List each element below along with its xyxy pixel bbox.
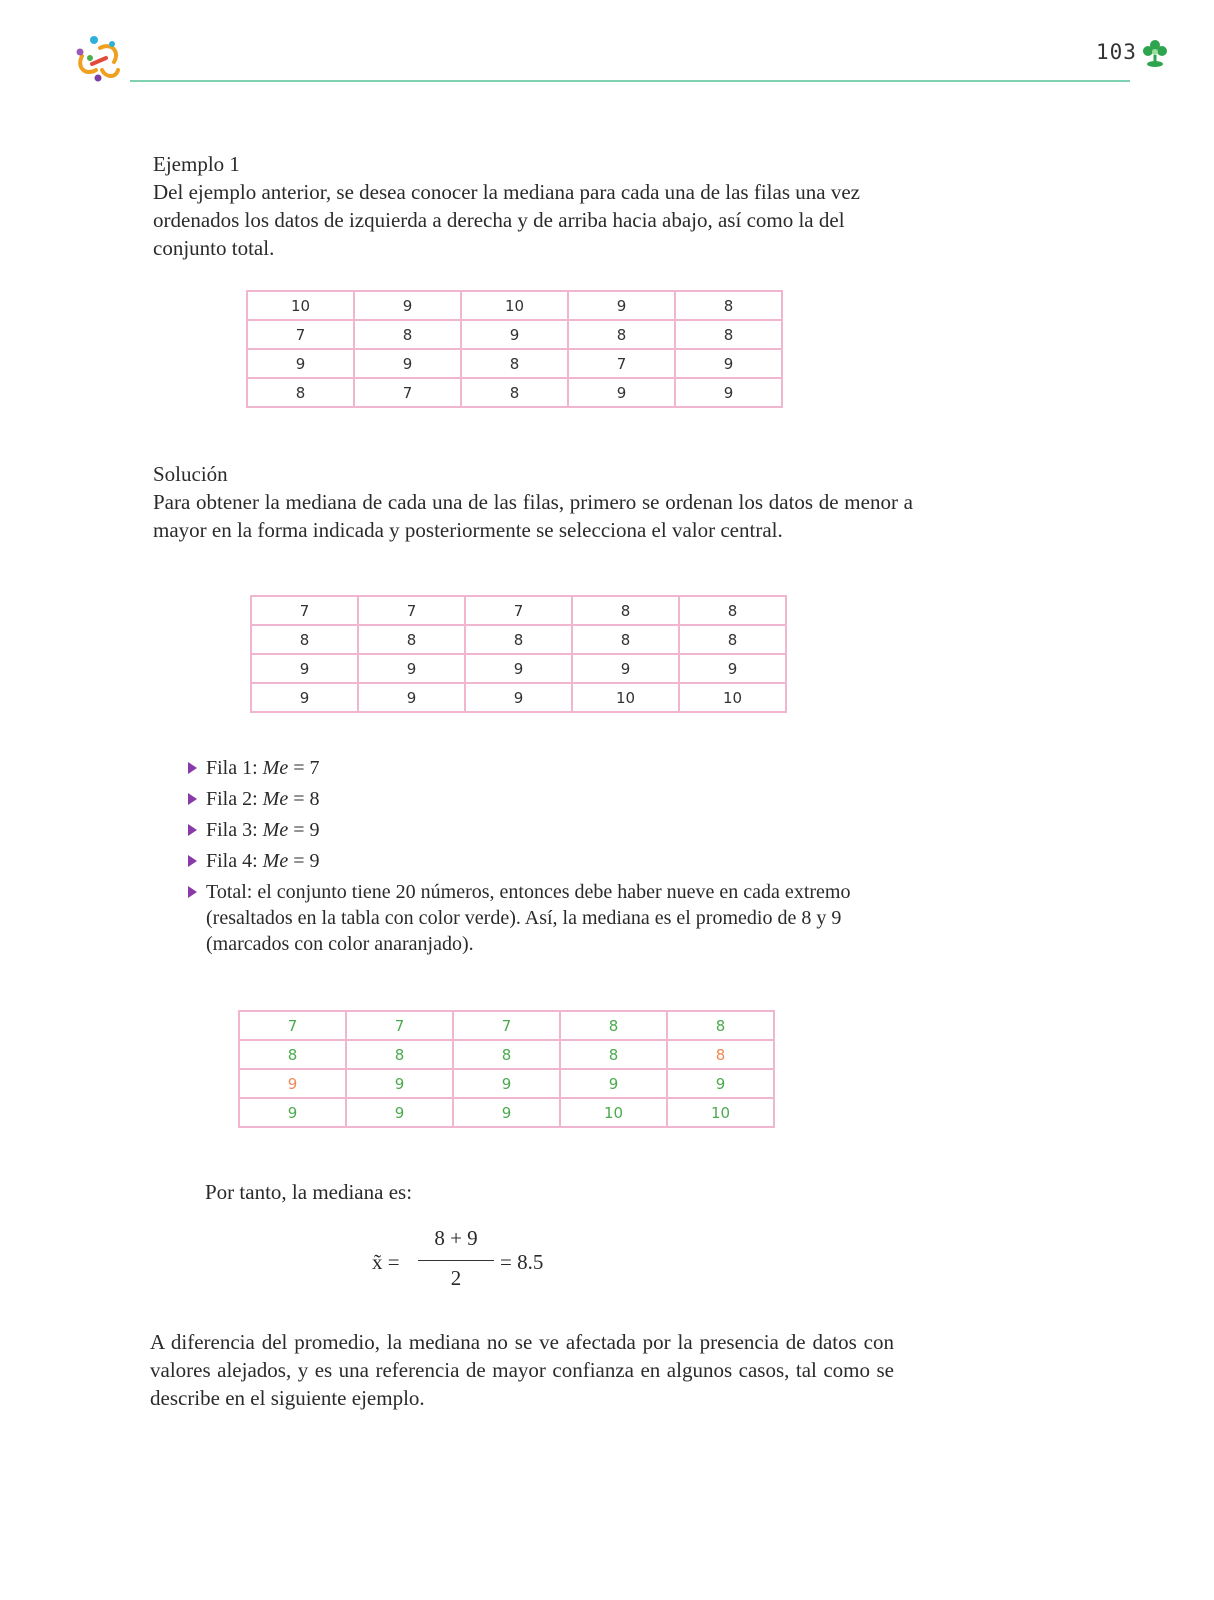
solution-title: Solución [153, 462, 228, 486]
closing-paragraph: A diferencia del promedio, la mediana no se ve afectada por la presencia de datos con valores alejados, y es una referencia de mayor confianza en algunos casos, tal como se describe en el siguiente ejemplo. [150, 1330, 894, 1410]
table-row [251, 596, 786, 625]
table-cell: 9 [568, 378, 675, 407]
fraction-bar [418, 1260, 494, 1261]
example-text: Del ejemplo anterior, se desea conocer la mediana para cada una de las filas una vez ordenados los datos de izquierda a derecha y de arriba hacia abajo, así como la del conjunto total. [153, 180, 860, 260]
median-list [188, 755, 888, 957]
bullet-arrow-icon [188, 762, 197, 774]
table-cell: 8 [572, 625, 679, 654]
table-cell: 10 [572, 683, 679, 712]
table-cell: 9 [346, 1098, 453, 1127]
table-cell: 8 [560, 1011, 667, 1040]
table-cell: 8 [667, 1040, 774, 1069]
table-cell: 8 [465, 625, 572, 654]
example-section [153, 150, 913, 262]
table-cell: 8 [461, 349, 568, 378]
table-cell: 9 [239, 1069, 346, 1098]
table-cell: 10 [247, 291, 354, 320]
list-item-fila-2: Fila 2: Me = 8 [188, 786, 888, 812]
table-cell: 8 [247, 378, 354, 407]
table-cell: 8 [560, 1040, 667, 1069]
table-cell: 8 [358, 625, 465, 654]
table-cell: 8 [675, 291, 782, 320]
table-cell: 10 [560, 1098, 667, 1127]
table-cell: 8 [346, 1040, 453, 1069]
table-cell: 8 [354, 320, 461, 349]
table-cell: 8 [239, 1040, 346, 1069]
formula-rhs: = 8.5 [500, 1250, 544, 1274]
table-cell: 8 [667, 1011, 774, 1040]
list-item-total: Total: el conjunto tiene 20 números, entonces debe haber nueve en cada extremo (resaltados en la tabla con color verde). Así, la mediana es el promedio de 8 y 9 (marcados con color anaranjado). [188, 879, 888, 957]
table-cell: 8 [679, 625, 786, 654]
table-cell: 7 [465, 596, 572, 625]
table-cell: 9 [568, 291, 675, 320]
table-cell: 9 [346, 1069, 453, 1098]
table-cell: 9 [675, 349, 782, 378]
table-cell: 8 [251, 625, 358, 654]
conclusion-intro: Por tanto, la mediana es: [205, 1180, 413, 1204]
table-cell: 10 [461, 291, 568, 320]
logo-icon [72, 34, 124, 84]
table-row [247, 320, 782, 349]
table-cell: 9 [354, 349, 461, 378]
table-cell: 8 [453, 1040, 560, 1069]
table-row [239, 1040, 774, 1069]
flower-icon [1142, 38, 1168, 68]
table-row [251, 625, 786, 654]
table-cell: 9 [358, 683, 465, 712]
table-cell: 9 [461, 320, 568, 349]
table-cell: 9 [679, 654, 786, 683]
table-cell: 10 [679, 683, 786, 712]
table-row [247, 349, 782, 378]
example-title: Ejemplo 1 [153, 152, 240, 176]
table-cell: 9 [239, 1098, 346, 1127]
table-cell: 7 [354, 378, 461, 407]
table-cell: 7 [247, 320, 354, 349]
table-row [239, 1011, 774, 1040]
table-cell: 9 [572, 654, 679, 683]
formula-denominator: 2 [450, 1266, 462, 1290]
table-cell: 9 [465, 654, 572, 683]
table-cell: 9 [251, 654, 358, 683]
page-number: 103 [1096, 40, 1137, 64]
table-cell: 7 [453, 1011, 560, 1040]
table-cell: 8 [461, 378, 568, 407]
table-cell: 7 [239, 1011, 346, 1040]
bullet-arrow-icon [188, 824, 197, 836]
table-row [251, 654, 786, 683]
table-cell: 9 [453, 1098, 560, 1127]
header-rule [130, 80, 1130, 82]
bullet-arrow-icon [188, 886, 197, 898]
table-cell: 8 [679, 596, 786, 625]
table-cell: 7 [568, 349, 675, 378]
list-item-fila-3: Fila 3: Me = 9 [188, 817, 888, 843]
table-cell: 7 [358, 596, 465, 625]
formula-lhs: x̃ = [372, 1250, 400, 1274]
data-table-highlighted [238, 1010, 775, 1128]
table-cell: 8 [568, 320, 675, 349]
bullet-arrow-icon [188, 793, 197, 805]
table-row [239, 1098, 774, 1127]
table-cell: 10 [667, 1098, 774, 1127]
table-cell: 9 [247, 349, 354, 378]
table-row [239, 1069, 774, 1098]
table-cell: 7 [346, 1011, 453, 1040]
table-cell: 9 [560, 1069, 667, 1098]
formula-numerator: 8 + 9 [434, 1226, 478, 1250]
table-row [251, 683, 786, 712]
table-cell: 8 [675, 320, 782, 349]
table-cell: 9 [465, 683, 572, 712]
data-table-original [246, 290, 783, 408]
table-cell: 9 [675, 378, 782, 407]
table-cell: 9 [453, 1069, 560, 1098]
list-item-fila-4: Fila 4: Me = 9 [188, 848, 888, 874]
solution-text: Para obtener la mediana de cada una de las filas, primero se ordenan los datos de menor a mayor en la forma indicada y posteriormente se selecciona el valor central. [153, 490, 913, 542]
table-row [247, 378, 782, 407]
table-cell: 9 [251, 683, 358, 712]
data-table-sorted [250, 595, 787, 713]
table-cell: 9 [358, 654, 465, 683]
median-formula [360, 1222, 600, 1302]
bullet-arrow-icon [188, 855, 197, 867]
table-cell: 8 [572, 596, 679, 625]
table-row [247, 291, 782, 320]
table-cell: 7 [251, 596, 358, 625]
solution-section [153, 460, 913, 544]
list-item-fila-1: Fila 1: Me = 7 [188, 755, 888, 781]
table-cell: 9 [354, 291, 461, 320]
table-cell: 9 [667, 1069, 774, 1098]
